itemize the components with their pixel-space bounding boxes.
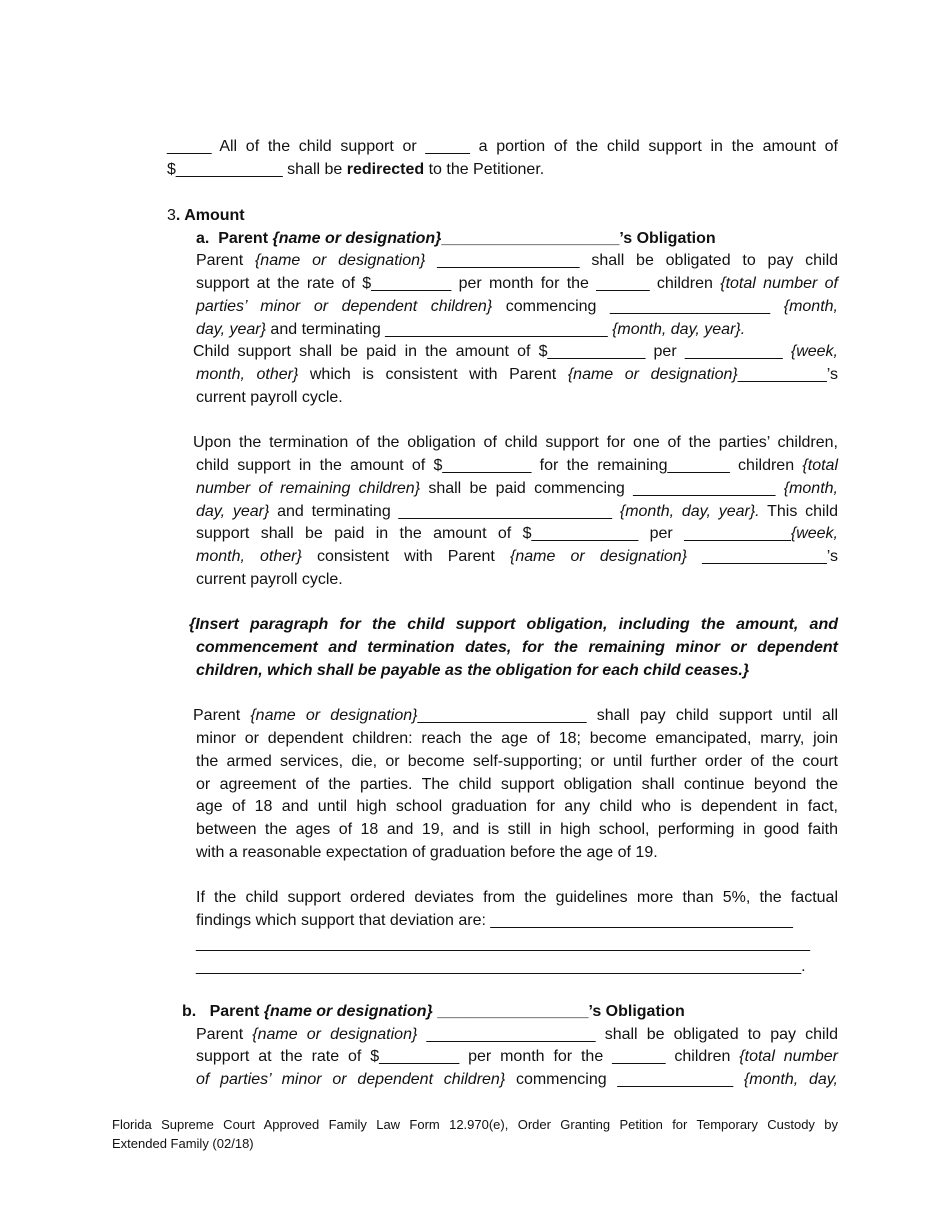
sub-a-p4-line-6: between the ages of 18 and 19, and is still in high school, performing in good faith — [196, 821, 838, 838]
sub-a-p4-line-5: age of 18 and until high school graduation for any child who is dependent in fact, — [196, 798, 838, 815]
sub-b-p1-line-2: support at the rate of $_________ per month for the ______ children {total number — [196, 1048, 838, 1065]
insert-instruction-line-1: {Insert paragraph for the child support obligation, including the amount, and — [189, 616, 838, 633]
sub-a-p3-line-3: number of remaining children} shall be paid commencing ________________ {month, — [196, 480, 838, 497]
sub-a-p4-line-2: minor or dependent children: reach the age of 18; become emancipated, marry, join — [196, 730, 838, 747]
sub-a-p5-line-3: _____________________________________________________________________ — [196, 935, 810, 952]
sub-a-p3-line-7: current payroll cycle. — [196, 571, 343, 588]
sub-a-p4-line-4: or agreement of the parties. The child support obligation shall continue beyond the — [196, 776, 838, 793]
sub-a-p1-line-3: parties’ minor or dependent children} commencing __________________ {month, — [196, 298, 838, 315]
sub-a-p5-line-1: If the child support ordered deviates from the guidelines more than 5%, the factual — [196, 889, 838, 906]
sub-a-p1-line-2: support at the rate of $_________ per month for the ______ children {total number of — [196, 275, 838, 292]
footer-form-citation-cont: Extended Family (02/18) — [112, 1136, 254, 1151]
sub-a-p4-line-7: with a reasonable expectation of graduation before the age of 19. — [196, 844, 658, 861]
sub-b-heading: b. Parent {name or designation} _________________’s Obligation — [182, 1003, 685, 1020]
redirect-line-2: $____________ shall be redirected to the Petitioner. — [167, 161, 545, 178]
blank-all: _____ — [167, 138, 212, 155]
sub-a-p3-line-1: Upon the termination of the obligation of child support for one of the parties’ children, — [193, 434, 838, 451]
sub-a-p1-line-1: Parent {name or designation} ________________ shall be obligated to pay child — [196, 252, 839, 269]
sub-a-heading: a. Parent {name or designation}____________________’s Obligation — [196, 230, 716, 247]
sub-b-p1-line-1: Parent {name or designation} ___________________ shall be obligated to pay child — [196, 1026, 839, 1043]
sub-a-p2-line-3: current payroll cycle. — [196, 389, 343, 406]
sub-a-p3-line-6: month, other} consistent with Parent {name or designation} ______________’s — [196, 548, 838, 565]
sub-a-p5-line-4: ____________________________________________________________________. — [196, 958, 806, 975]
sub-a-p3-line-4: day, year} and terminating ________________________ {month, day, year}. This child — [196, 503, 839, 520]
section-heading-amount: 3. Amount — [167, 207, 245, 224]
sub-a-p2-line-2: month, other} which is consistent with Parent {name or designation}__________’s — [196, 366, 838, 383]
sub-a-p4-line-3: the armed services, die, or become self-supporting; or until further order of the court — [196, 753, 838, 770]
blank-portion: _____ — [425, 138, 470, 155]
sub-a-p2-line-1: Child support shall be paid in the amount of $___________ per ___________ {week, — [193, 343, 838, 360]
sub-a-p4-line-1: Parent {name or designation}___________________ shall pay child support until all — [193, 707, 838, 724]
sub-a-p3-line-5: support shall be paid in the amount of $____________ per ____________{week, — [196, 525, 838, 542]
sub-a-p5-line-2: findings which support that deviation are: __________________________________ — [196, 912, 793, 929]
insert-instruction-line-2: commencement and termination dates, for the remaining minor or dependent — [196, 639, 838, 656]
sub-b-p1-line-3: of parties’ minor or dependent children} commencing _____________ {month, day, — [196, 1071, 838, 1088]
footer-form-citation: Florida Supreme Court Approved Family Law Form 12.970(e), Order Granting Petition for Temporary Custody by — [112, 1117, 838, 1132]
insert-instruction-line-3: children, which shall be payable as the obligation for each child ceases.} — [196, 662, 750, 679]
sub-a-p1-line-4: day, year} and terminating _________________________ {month, day, year}. — [196, 321, 746, 338]
sub-a-p3-line-2: child support in the amount of $__________ for the remaining_______ children {total — [196, 457, 838, 474]
redirect-line-1: _____ All of the child support or _____ a portion of the child support in the amount of — [167, 138, 839, 155]
